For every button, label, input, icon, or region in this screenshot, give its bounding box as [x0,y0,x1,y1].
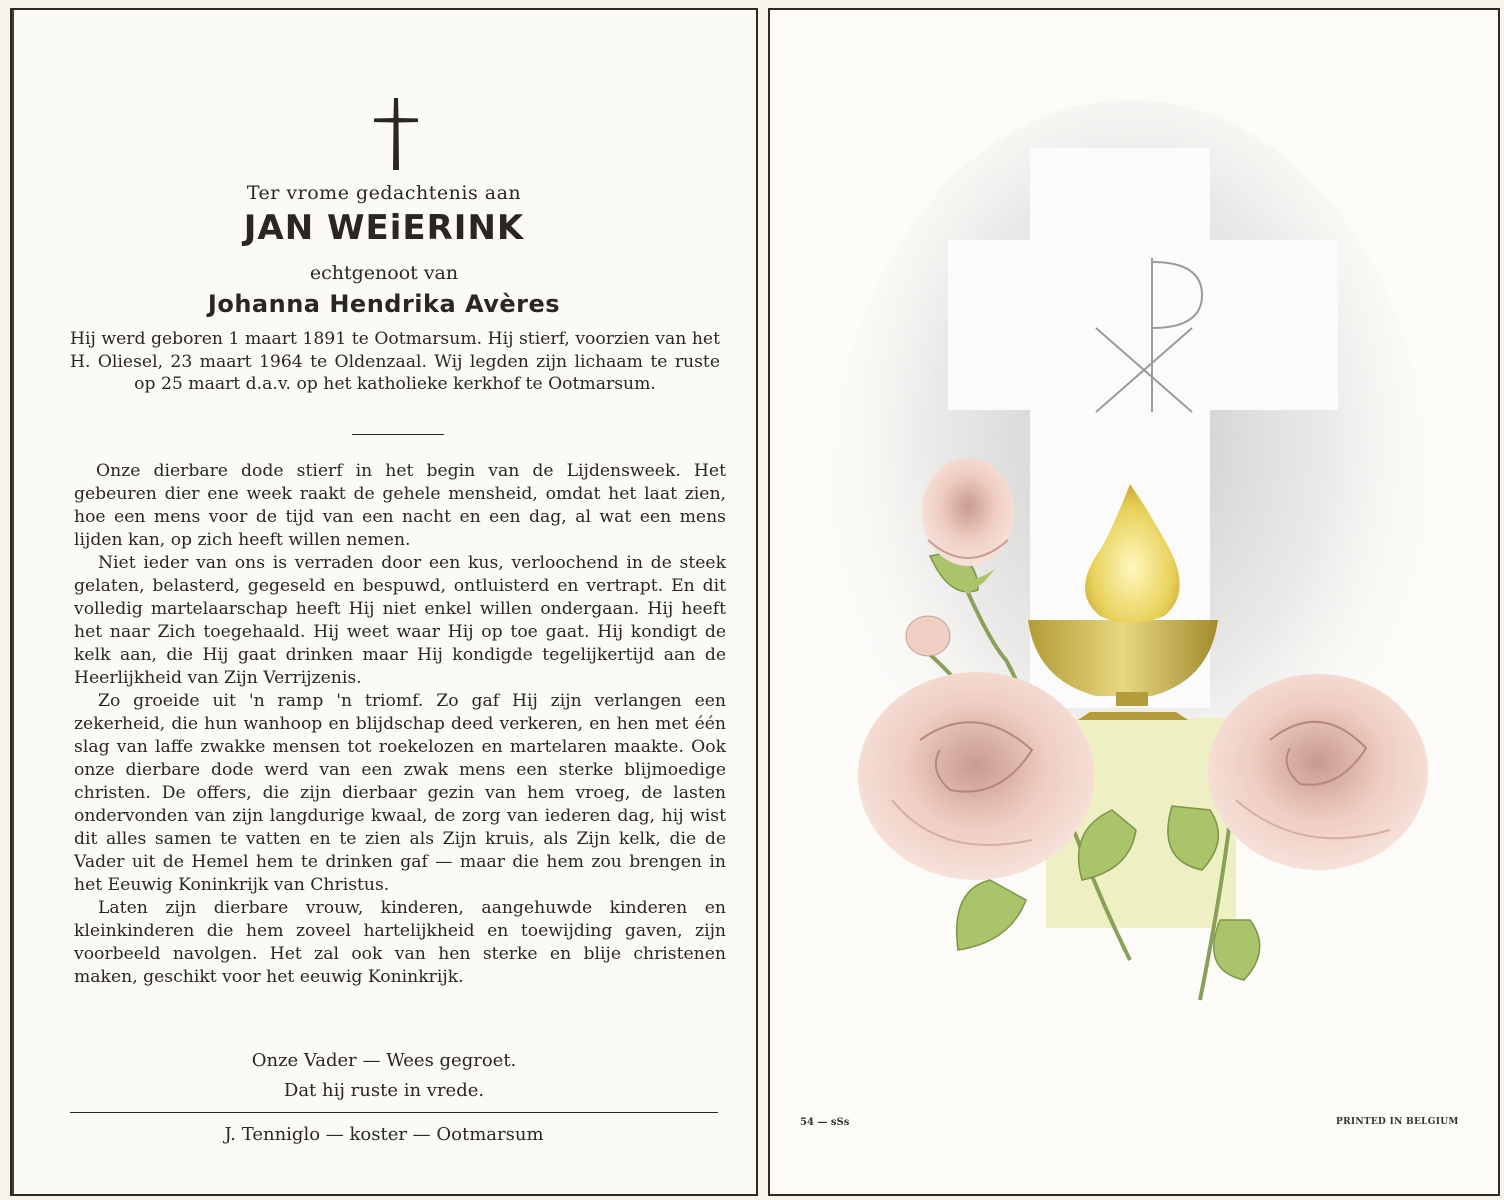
deceased-name: JAN WEiERINK [243,208,525,248]
spouse-name: Johanna Hendrika Avères [207,290,561,318]
paragraph: Niet ieder van ons is verraden door een kus, verloochend in de steek gelaten, belasterd, gegeseld en bespuwd, ontluisterd en vertrapt. En dit volledig martelaarschap heeft Hij niet enkel willen ondergaan. Hij heeft het naar Zich toegehaald. Hij weet waar Hij op toe gaat. Hij kondigt de kelk aan, die Hij gaat drinken maar Hij kondigde tegelijkertijd aan de Heerlijkheid van Zijn Verrijzenis. [74,553,726,688]
prayer-line: Onze Vader — Wees gegroet. [251,1050,517,1071]
cross-roses-illustration [800,100,1480,1040]
memorial-card-text-side [10,8,758,1196]
spouse-intro-text: echtgenoot van [309,262,459,284]
paragraph: Laten zijn dierbare vrouw, kinderen, aangehuwde kinderen en kleinkinderen die hem zoveel hartelijkheid en toewijding gaven, zijn voorbeeld navolgen. Het zal ook van hen sterke en blije christenen maken, geschikt voor het eeuwig Koninkrijk. [74,898,726,987]
intro-text: Ter vrome gedachtenis aan [246,182,522,204]
printed-in-label: PRINTED IN BELGIUM [1336,1117,1459,1127]
paragraph: Zo groeide uit 'n ramp 'n triomf. Zo gaf Hij zijn verlangen een zekerheid, die hun wanhoop en blijdschap deed verkeren, en hen met één slag van laffe zwakke mensen tot roekelozen en martelaren maakte. Ook onze dierbare dode werd van een zwak mens een sterke blijmoedige christen. De offers, die zijn dierbaar gezin van hem vroeg, de lasten ondervonden van zijn langdurige kwaal, de zorg van iederen dag, hij wist dit alles samen te vatten en te zien als Zijn kruis, als Zijn kelk, die de Vader uit de Hemel hem te drinken gaf — maar die hem zou brengen in het Eeuwig Koninkrijk van Christus. [74,691,726,895]
rest-in-peace-line: Dat hij ruste in vrede. [283,1080,485,1101]
biography-text: Hij werd geboren 1 maart 1891 te Ootmarsum. Hij stierf, voorzien van het H. Oliesel, 23 maart 1964 te Oldenzaal. Wij legden zijn lichaam te ruste op 25 maart d.a.v. op het katholieke kerkhof te Ootmarsum. [70,329,720,394]
printer-credit: J. Tenniglo — koster — Ootmarsum [224,1124,544,1145]
divider [352,434,444,435]
card-code: 54 — sSs [800,1117,850,1128]
memorial-body [74,460,726,989]
footer-divider [70,1112,718,1113]
cross-icon [372,96,420,172]
paragraph: Onze dierbare dode stierf in het begin van de Lijdensweek. Het gebeuren dier ene week raakt de gehele mensheid, omdat het laat zien, hoe een mens voor de tijd van een nacht en een dag, al wat een mens lijden kan, op zich heeft willen nemen. [74,461,726,550]
